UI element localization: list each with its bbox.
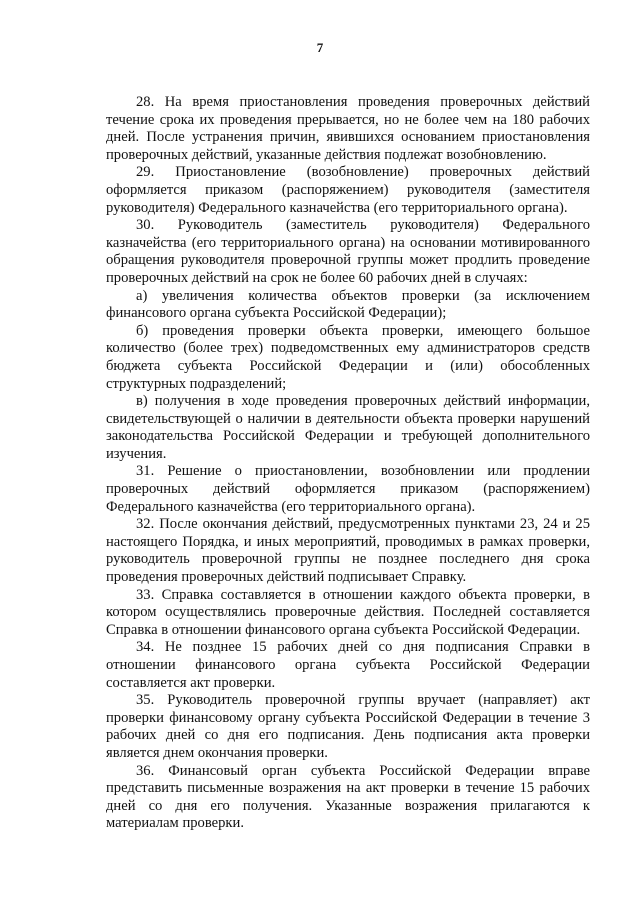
paragraph-28: 28. На время приостановления проведения проверочных действий течение срока их проведения прерывается, но не более чем на 180 рабочих дней. После устранения причин, явившихся основанием приостановления проверочных действий, указанные действия подлежат возобновлению. <box>106 94 590 163</box>
paragraph-32: 32. После окончания действий, предусмотренных пунктами 23, 24 и 25 настоящего Порядка, и иных мероприятий, проводимых в рамках проверки, руководитель проверочной группы не позднее последнего дня срока проведения проверочных действий подписывает Справку. <box>106 516 590 586</box>
page-number: 7 <box>316 40 324 55</box>
document-body <box>106 94 590 833</box>
paragraph-33: 33. Справка составляется в отношении каждого объекта проверки, в котором осуществлялись проверочные действия. Последней составляется Справка в отношении финансового органа субъекта Российской Федерации. <box>106 586 590 638</box>
paragraph-30-v: в) получения в ходе проведения проверочных действий информации, свидетельствующей о наличии в деятельности объекта проверки нарушений законодательства Российской Федерации и требующей дополнительного изучения. <box>106 393 590 462</box>
paragraph-34: 34. Не позднее 15 рабочих дней со дня подписания Справки в отношении финансового органа субъекта Российской Федерации составляется акт проверки. <box>106 639 590 691</box>
paragraph-29: 29. Приостановление (возобновление) проверочных действий оформляется приказом (распоряжением) руководителя (заместителя руководителя) Федерального казначейства (его территориального органа). <box>106 164 590 216</box>
paragraph-30: 30. Руководитель (заместитель руководителя) Федерального казначейства (его территориального органа) на основании мотивированного обращения руководителя проверочной группы может продлить проведение проверочных действий на срок не более 60 рабочих дней в случаях: <box>106 217 590 286</box>
paragraph-36: 36. Финансовый орган субъекта Российской Федерации вправе представить письменные возражения на акт проверки в течение 15 рабочих дней со дня его получения. Указанные возражения прилагаются к материалам проверки. <box>106 762 590 832</box>
paragraph-30-b: б) проведения проверки объекта проверки, имеющего большое количество (более трех) подведомственных ему администраторов средств бюджета субъекта Российской Федерации и (или) обособленных структурных подразделений; <box>106 322 590 392</box>
paragraph-35: 35. Руководитель проверочной группы вручает (направляет) акт проверки финансовому органу субъекта Российской Федерации в течение 3 рабочих дней со дня его подписания. День подписания акта проверки является днем окончания проверки. <box>106 692 590 761</box>
paragraph-30-a: а) увеличения количества объектов проверки (за исключением финансового органа субъекта Российской Федерации); <box>106 287 590 322</box>
paragraph-31: 31. Решение о приостановлении, возобновлении или продлении проверочных действий оформляется приказом (распоряжением) Федерального казначейства (его территориального органа). <box>106 463 590 515</box>
